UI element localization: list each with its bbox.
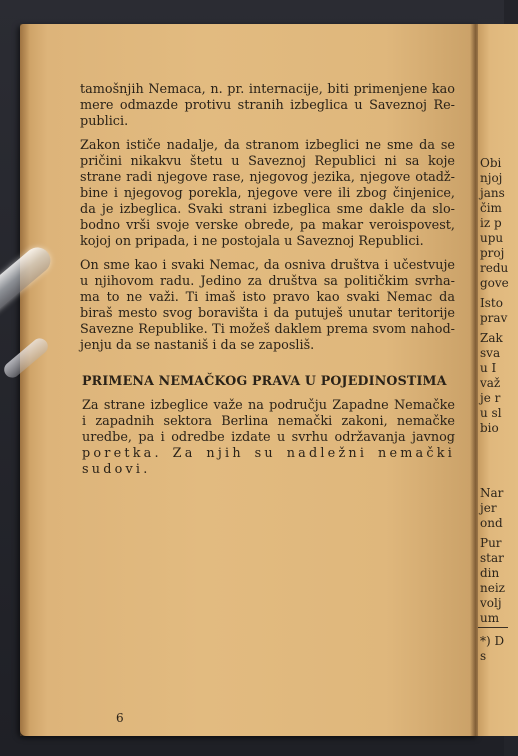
right-page-fragment: s: [480, 649, 487, 663]
right-page-fragment: Obi: [480, 156, 502, 170]
right-page-fragment: važ: [480, 376, 501, 390]
text-line: bodno vrši svoje verske obrede, pa makar veroispovest,: [80, 218, 455, 233]
text-line: u njihovom radu. Jedino za društva sa političkim svrha-: [80, 274, 455, 289]
text-line: jenju da se nastaniš i da se zaposliš.: [80, 338, 315, 353]
right-page-fragment: Pur: [480, 536, 502, 550]
paragraph: [80, 138, 455, 250]
text-line: sudovi.: [82, 462, 151, 477]
right-page-fragment: jer: [480, 501, 497, 515]
body-text: [80, 82, 455, 362]
right-page-fragment: prav: [480, 311, 508, 325]
paragraph: [80, 82, 455, 130]
text-line: On sme kao i svaki Nemac, da osniva društva i učestvuje: [80, 258, 455, 273]
right-page-fragment: *) D: [480, 634, 505, 648]
text-line: strane radi njegove rase, njegovog jezika, njegove otadž-: [80, 170, 455, 185]
right-page-fragment: sva: [480, 346, 501, 360]
text-line: publici.: [80, 114, 129, 129]
right-page-fragment: Nar: [480, 486, 504, 500]
section-heading: PRIMENA NEMAČKOG PRAVA U POJEDINOSTIMA: [82, 373, 447, 388]
text-line: biraš mesto svog boravišta i da putuješ unutar teritorije: [80, 306, 455, 321]
section-body-text: [82, 398, 455, 486]
right-page-fragment: iz p: [480, 216, 502, 230]
right-page-fragment: njoj: [480, 171, 503, 185]
right-page-fragment: je r: [480, 391, 501, 405]
right-page-fragment: Isto: [480, 296, 503, 310]
right-page-fragment: u I: [480, 361, 497, 375]
right-page-fragment: upu: [480, 231, 504, 245]
text-line: i zapadnih sektora Berlina nemački zakoni, nemačke: [82, 414, 455, 429]
text-line: uredbe, pa i odredbe izdate u svrhu održavanja javnog: [82, 430, 455, 445]
right-page-fragment: jans: [480, 186, 505, 200]
paragraph: [80, 258, 455, 354]
right-page-fragment: neiz: [480, 581, 505, 595]
text-line: kojoj on pripada, i ne postojala u Saveznoj Republici.: [80, 234, 424, 249]
right-page-fragment: um: [480, 611, 500, 625]
right-page-fragment: bio: [480, 421, 499, 435]
text-line: Zakon ističe nadalje, da stranom izbeglici ne sme da se: [80, 138, 455, 153]
text-line: da je izbeglica. Svaki strani izbeglica sme dakle da slo-: [80, 202, 455, 217]
right-page-fragment: ond: [480, 516, 503, 530]
text-line: Savezne Republike. Ti možeš daklem prema svom nahod-: [80, 322, 455, 337]
right-page-fragment: čim: [480, 201, 502, 215]
text-line: bine i njegovog porekla, njegove vere ili zbog činjenice,: [80, 186, 455, 201]
right-page-fragment: star: [480, 551, 504, 565]
right-page-fragment: u sl: [480, 406, 502, 420]
text-line: Za strane izbeglice važe na području Zapadne Nemačke: [82, 398, 455, 413]
right-page-fragment: Zak: [480, 331, 503, 345]
text-line: pričini nikakvu štetu u Saveznoj Republici ni sa koje: [80, 154, 455, 169]
text-line: poretka. Za njih su nadležni nemački: [82, 446, 455, 461]
footnote-rule: [478, 627, 508, 628]
right-page-fragment: volj: [480, 596, 502, 610]
text-line: ma to ne važi. Ti imaš isto pravo kao svaki Nemac da: [80, 290, 455, 305]
text-line: tamošnjih Nemaca, n. pr. internacije, biti primenjene kao: [80, 82, 455, 97]
right-page-fragment: din: [480, 566, 500, 580]
paragraph: [82, 398, 455, 478]
text-line: mere odmazde protivu stranih izbeglica u Saveznoj Re-: [80, 98, 455, 113]
right-page-fragment: gove: [480, 276, 509, 290]
right-page-fragment: redu: [480, 261, 509, 275]
page-number: 6: [116, 711, 124, 725]
right-page-fragment: proj: [480, 246, 505, 260]
right-page: [478, 24, 518, 736]
